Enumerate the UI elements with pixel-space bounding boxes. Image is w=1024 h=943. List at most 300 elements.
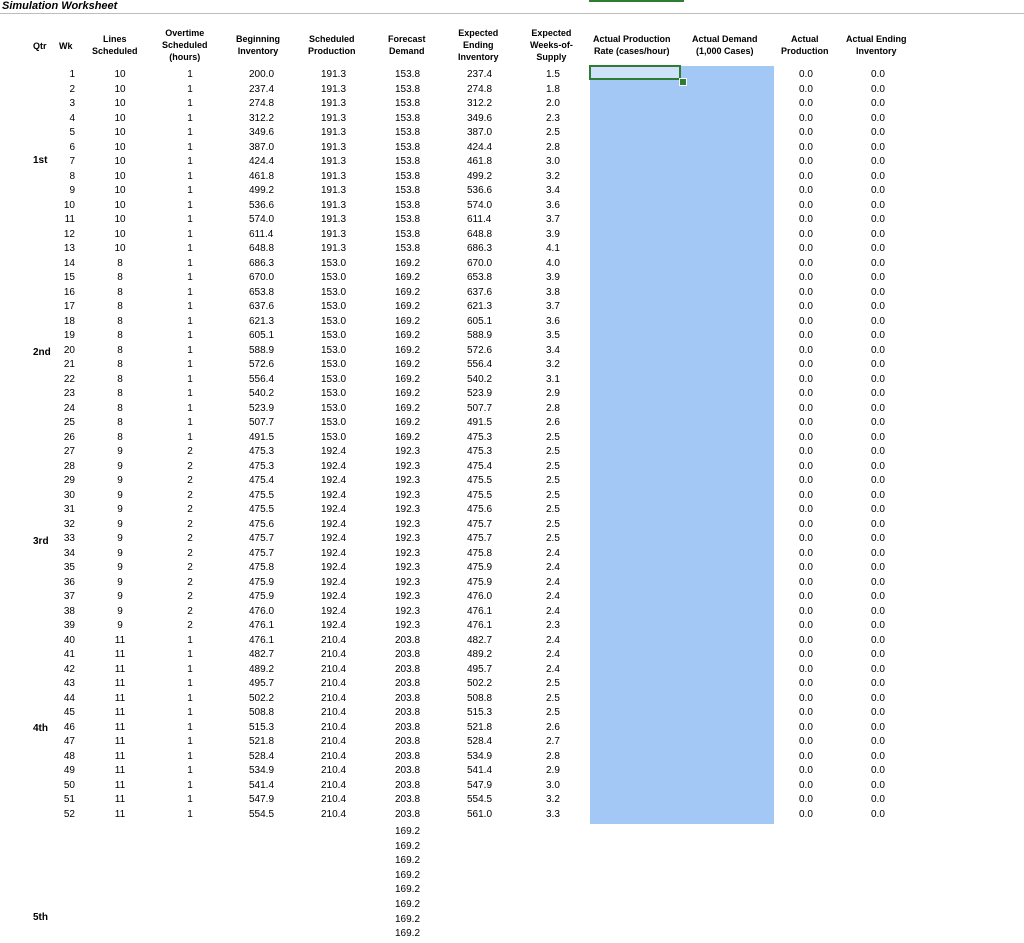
cell-lines[interactable]: 8 [117, 315, 123, 327]
cell-expected-weeks[interactable]: 2.5 [546, 504, 560, 515]
cell-actual-production[interactable]: 0.0 [799, 185, 813, 196]
cell-scheduled-production[interactable]: 153.0 [321, 257, 347, 269]
cell-beginning-inventory[interactable]: 574.0 [249, 214, 275, 225]
cell-actual-production[interactable]: 0.0 [799, 547, 813, 559]
cell-forecast-demand[interactable]: 192.3 [395, 576, 421, 588]
cell-actual-production[interactable]: 0.0 [799, 649, 813, 660]
cell-actual-production[interactable]: 0.0 [799, 344, 813, 356]
cell-expected-weeks[interactable]: 2.4 [546, 576, 560, 588]
cell-actual-ending-inventory[interactable]: 0.0 [871, 388, 885, 399]
cell-expected-weeks[interactable]: 2.7 [546, 736, 560, 747]
cell-expected-ending-inventory[interactable]: 475.5 [467, 475, 493, 486]
cell-scheduled-production[interactable]: 210.4 [321, 794, 347, 805]
cell-overtime[interactable]: 1 [187, 69, 193, 80]
cell-week[interactable]: 2 [69, 83, 75, 95]
cell-week[interactable]: 45 [63, 707, 75, 718]
cell-forecast-demand[interactable]: 169.2 [395, 928, 421, 940]
cell-lines[interactable]: 10 [114, 185, 126, 196]
cell-expected-ending-inventory[interactable]: 475.5 [467, 489, 493, 501]
cell-week[interactable]: 36 [63, 576, 75, 588]
cell-week[interactable]: 29 [63, 475, 75, 486]
cell-actual-ending-inventory[interactable]: 0.0 [871, 141, 885, 153]
cell-scheduled-production[interactable]: 192.4 [321, 475, 347, 486]
cell-expected-ending-inventory[interactable]: 461.8 [467, 156, 493, 167]
cell-expected-weeks[interactable]: 2.5 [546, 431, 560, 443]
cell-lines[interactable]: 11 [114, 678, 126, 689]
cell-actual-production[interactable]: 0.0 [799, 243, 813, 254]
cell-actual-ending-inventory[interactable]: 0.0 [871, 402, 885, 414]
cell-beginning-inventory[interactable]: 523.9 [249, 402, 275, 414]
cell-overtime[interactable]: 1 [187, 98, 193, 109]
cell-overtime[interactable]: 1 [187, 431, 193, 443]
cell-expected-ending-inventory[interactable]: 475.6 [467, 504, 493, 515]
cell-week[interactable]: 40 [63, 634, 75, 646]
cell-scheduled-production[interactable]: 210.4 [321, 707, 347, 718]
cell-actual-ending-inventory[interactable]: 0.0 [871, 228, 885, 240]
cell-week[interactable]: 4 [69, 112, 75, 124]
cell-expected-ending-inventory[interactable]: 387.0 [467, 127, 493, 138]
cell-beginning-inventory[interactable]: 312.2 [249, 112, 275, 124]
cell-beginning-inventory[interactable]: 475.8 [249, 562, 275, 573]
cell-expected-ending-inventory[interactable]: 541.4 [467, 765, 493, 776]
cell-expected-weeks[interactable]: 3.6 [546, 315, 560, 327]
cell-forecast-demand[interactable]: 169.2 [395, 884, 421, 896]
cell-week[interactable]: 11 [64, 214, 75, 225]
cell-beginning-inventory[interactable]: 387.0 [249, 141, 275, 153]
cell-actual-production[interactable]: 0.0 [799, 533, 813, 544]
cell-week[interactable]: 18 [63, 315, 75, 327]
cell-expected-ending-inventory[interactable]: 561.0 [467, 808, 493, 820]
cell-expected-ending-inventory[interactable]: 495.7 [467, 663, 493, 675]
cell-overtime[interactable]: 1 [187, 634, 193, 646]
cell-actual-ending-inventory[interactable]: 0.0 [871, 185, 885, 196]
cell-actual-production[interactable]: 0.0 [799, 83, 813, 95]
cell-expected-ending-inventory[interactable]: 502.2 [467, 678, 493, 689]
cell-expected-ending-inventory[interactable]: 475.3 [467, 431, 493, 443]
cell-actual-production[interactable]: 0.0 [799, 518, 813, 530]
header-expected-ending-inventory[interactable] [458, 27, 499, 63]
cell-beginning-inventory[interactable]: 424.4 [249, 156, 275, 167]
cell-lines[interactable]: 9 [117, 562, 123, 573]
cell-actual-ending-inventory[interactable]: 0.0 [871, 373, 885, 385]
cell-beginning-inventory[interactable]: 572.6 [249, 359, 275, 370]
cell-forecast-demand[interactable]: 153.8 [395, 127, 421, 138]
cell-beginning-inventory[interactable]: 237.4 [249, 83, 275, 95]
cell-actual-production[interactable]: 0.0 [799, 721, 813, 733]
cell-expected-weeks[interactable]: 3.0 [546, 779, 560, 791]
cell-beginning-inventory[interactable]: 476.0 [249, 605, 275, 617]
cell-actual-ending-inventory[interactable]: 0.0 [871, 127, 885, 138]
cell-overtime[interactable]: 1 [187, 301, 193, 312]
cell-week[interactable]: 52 [63, 808, 75, 820]
cell-forecast-demand[interactable]: 153.8 [395, 228, 421, 240]
cell-forecast-demand[interactable]: 203.8 [395, 634, 421, 646]
cell-overtime[interactable]: 1 [187, 388, 193, 399]
cell-expected-ending-inventory[interactable]: 536.6 [467, 185, 493, 196]
cell-overtime[interactable]: 2 [187, 562, 193, 573]
cell-forecast-demand[interactable]: 169.2 [395, 257, 421, 269]
cell-beginning-inventory[interactable]: 491.5 [249, 431, 275, 443]
cell-beginning-inventory[interactable]: 274.8 [249, 98, 275, 109]
cell-actual-ending-inventory[interactable]: 0.0 [871, 765, 885, 776]
cell-actual-production[interactable]: 0.0 [799, 156, 813, 167]
cell-actual-ending-inventory[interactable]: 0.0 [871, 707, 885, 718]
cell-beginning-inventory[interactable]: 475.7 [249, 547, 275, 559]
cell-actual-production[interactable]: 0.0 [799, 736, 813, 747]
cell-forecast-demand[interactable]: 153.8 [395, 69, 421, 80]
cell-scheduled-production[interactable]: 210.4 [321, 765, 347, 776]
cell-expected-weeks[interactable]: 2.8 [546, 750, 560, 762]
cell-forecast-demand[interactable]: 192.3 [395, 518, 421, 530]
cell-actual-production[interactable]: 0.0 [799, 765, 813, 776]
cell-expected-ending-inventory[interactable]: 476.0 [467, 591, 493, 602]
cell-beginning-inventory[interactable]: 507.7 [249, 417, 275, 428]
cell-actual-ending-inventory[interactable]: 0.0 [871, 286, 885, 298]
cell-expected-ending-inventory[interactable]: 547.9 [467, 779, 493, 791]
cell-scheduled-production[interactable]: 191.3 [321, 170, 347, 182]
cell-expected-weeks[interactable]: 2.5 [546, 533, 560, 544]
cell-beginning-inventory[interactable]: 534.9 [249, 765, 275, 776]
cell-scheduled-production[interactable]: 210.4 [321, 663, 347, 675]
cell-week[interactable]: 23 [63, 388, 75, 399]
cell-week[interactable]: 7 [69, 156, 75, 167]
cell-scheduled-production[interactable]: 210.4 [321, 721, 347, 733]
cell-overtime[interactable]: 1 [187, 141, 193, 153]
cell-expected-weeks[interactable]: 2.6 [546, 417, 560, 428]
cell-overtime[interactable]: 1 [187, 243, 193, 254]
cell-actual-ending-inventory[interactable]: 0.0 [871, 663, 885, 675]
cell-expected-weeks[interactable]: 2.4 [546, 547, 560, 559]
cell-actual-ending-inventory[interactable]: 0.0 [871, 199, 885, 211]
cell-week[interactable]: 25 [63, 417, 75, 428]
cell-week[interactable]: 9 [69, 185, 75, 196]
cell-actual-ending-inventory[interactable]: 0.0 [871, 243, 885, 254]
cell-beginning-inventory[interactable]: 605.1 [249, 330, 275, 341]
cell-week[interactable]: 37 [63, 591, 75, 602]
cell-actual-production[interactable]: 0.0 [799, 373, 813, 385]
cell-forecast-demand[interactable]: 169.2 [395, 344, 421, 356]
cell-overtime[interactable]: 2 [187, 475, 193, 486]
cell-lines[interactable]: 11 [114, 736, 126, 747]
cell-forecast-demand[interactable]: 192.3 [395, 620, 421, 631]
cell-expected-ending-inventory[interactable]: 499.2 [467, 170, 493, 182]
cell-scheduled-production[interactable]: 192.4 [321, 562, 347, 573]
cell-forecast-demand[interactable]: 169.2 [395, 402, 421, 414]
cell-lines[interactable]: 11 [114, 721, 126, 733]
cell-forecast-demand[interactable]: 203.8 [395, 663, 421, 675]
cell-overtime[interactable]: 1 [187, 185, 193, 196]
cell-actual-production[interactable]: 0.0 [799, 286, 813, 298]
cell-forecast-demand[interactable]: 192.3 [395, 547, 421, 559]
cell-scheduled-production[interactable]: 192.4 [321, 620, 347, 631]
cell-actual-production[interactable]: 0.0 [799, 794, 813, 805]
cell-beginning-inventory[interactable]: 200.0 [249, 69, 275, 80]
cell-week[interactable]: 38 [63, 605, 75, 617]
cell-forecast-demand[interactable]: 192.3 [395, 605, 421, 617]
cell-forecast-demand[interactable]: 169.2 [395, 359, 421, 370]
cell-expected-weeks[interactable]: 3.1 [546, 373, 560, 385]
cell-lines[interactable]: 11 [114, 779, 126, 791]
cell-forecast-demand[interactable]: 169.2 [395, 286, 421, 298]
cell-actual-production[interactable]: 0.0 [799, 141, 813, 153]
cell-scheduled-production[interactable]: 191.3 [321, 127, 347, 138]
cell-overtime[interactable]: 2 [187, 591, 193, 602]
cell-expected-ending-inventory[interactable]: 475.8 [467, 547, 493, 559]
cell-forecast-demand[interactable]: 203.8 [395, 750, 421, 762]
cell-expected-ending-inventory[interactable]: 475.9 [467, 576, 493, 588]
cell-beginning-inventory[interactable]: 475.9 [249, 591, 275, 602]
cell-expected-weeks[interactable]: 2.4 [546, 649, 560, 660]
cell-scheduled-production[interactable]: 153.0 [321, 315, 347, 327]
cell-expected-ending-inventory[interactable]: 556.4 [467, 359, 493, 370]
cell-lines[interactable]: 9 [117, 605, 123, 617]
cell-expected-weeks[interactable]: 2.5 [546, 475, 560, 486]
cell-week[interactable]: 12 [63, 228, 75, 240]
cell-week[interactable]: 5 [69, 127, 75, 138]
cell-week[interactable]: 13 [63, 243, 75, 254]
cell-expected-weeks[interactable]: 4.0 [546, 257, 560, 269]
cell-actual-ending-inventory[interactable]: 0.0 [871, 272, 885, 283]
cell-week[interactable]: 16 [63, 286, 75, 298]
cell-expected-ending-inventory[interactable]: 621.3 [467, 301, 493, 312]
cell-beginning-inventory[interactable]: 686.3 [249, 257, 275, 269]
cell-forecast-demand[interactable]: 169.2 [395, 272, 421, 283]
cell-actual-production[interactable]: 0.0 [799, 199, 813, 211]
cell-actual-production[interactable]: 0.0 [799, 127, 813, 138]
cell-actual-production[interactable]: 0.0 [799, 330, 813, 341]
cell-beginning-inventory[interactable]: 502.2 [249, 692, 275, 704]
cell-overtime[interactable]: 1 [187, 417, 193, 428]
cell-actual-ending-inventory[interactable]: 0.0 [871, 330, 885, 341]
header-actual-production-rate[interactable] [593, 33, 671, 57]
cell-lines[interactable]: 11 [114, 808, 126, 820]
cell-overtime[interactable]: 2 [187, 518, 193, 530]
cell-actual-ending-inventory[interactable]: 0.0 [871, 446, 885, 457]
cell-lines[interactable]: 10 [114, 98, 126, 109]
cell-actual-production[interactable]: 0.0 [799, 402, 813, 414]
cell-week[interactable]: 27 [63, 446, 75, 457]
cell-scheduled-production[interactable]: 153.0 [321, 286, 347, 298]
cell-forecast-demand[interactable]: 153.8 [395, 156, 421, 167]
cell-lines[interactable]: 9 [117, 489, 123, 501]
cell-expected-weeks[interactable]: 1.5 [546, 69, 560, 80]
cell-actual-production[interactable]: 0.0 [799, 446, 813, 457]
cell-scheduled-production[interactable]: 153.0 [321, 330, 347, 341]
cell-actual-production[interactable]: 0.0 [799, 228, 813, 240]
cell-overtime[interactable]: 2 [187, 504, 193, 515]
header-expected-weeks-of-supply[interactable] [530, 27, 573, 63]
cell-forecast-demand[interactable]: 192.3 [395, 446, 421, 457]
cell-overtime[interactable]: 2 [187, 489, 193, 501]
cell-forecast-demand[interactable]: 203.8 [395, 736, 421, 747]
cell-scheduled-production[interactable]: 210.4 [321, 634, 347, 646]
cell-lines[interactable]: 10 [114, 83, 126, 95]
header-forecast-demand[interactable] [388, 33, 426, 57]
cell-beginning-inventory[interactable]: 475.5 [249, 489, 275, 501]
cell-actual-ending-inventory[interactable]: 0.0 [871, 808, 885, 820]
cell-beginning-inventory[interactable]: 554.5 [249, 808, 275, 820]
cell-expected-ending-inventory[interactable]: 653.8 [467, 272, 493, 283]
cell-lines[interactable]: 9 [117, 591, 123, 602]
cell-actual-ending-inventory[interactable]: 0.0 [871, 794, 885, 805]
cell-overtime[interactable]: 1 [187, 721, 193, 733]
cell-scheduled-production[interactable]: 210.4 [321, 649, 347, 660]
cell-expected-weeks[interactable]: 2.5 [546, 678, 560, 689]
cell-week[interactable]: 31 [63, 504, 75, 515]
cell-beginning-inventory[interactable]: 475.3 [249, 460, 275, 472]
cell-scheduled-production[interactable]: 153.0 [321, 272, 347, 283]
cell-expected-weeks[interactable]: 3.2 [546, 794, 560, 805]
cell-expected-weeks[interactable]: 2.4 [546, 663, 560, 675]
cell-lines[interactable]: 10 [114, 214, 126, 225]
cell-actual-ending-inventory[interactable]: 0.0 [871, 475, 885, 486]
cell-lines[interactable]: 9 [117, 518, 123, 530]
cell-lines[interactable]: 9 [117, 504, 123, 515]
cell-week[interactable]: 34 [63, 547, 75, 559]
cell-actual-ending-inventory[interactable]: 0.0 [871, 678, 885, 689]
cell-expected-ending-inventory[interactable]: 554.5 [467, 794, 493, 805]
cell-expected-ending-inventory[interactable]: 489.2 [467, 649, 493, 660]
cell-lines[interactable]: 8 [117, 301, 123, 312]
cell-week[interactable]: 30 [63, 489, 75, 501]
cell-week[interactable]: 41 [63, 649, 75, 660]
cell-expected-weeks[interactable]: 3.6 [546, 199, 560, 211]
cell-week[interactable]: 6 [69, 141, 75, 153]
cell-beginning-inventory[interactable]: 648.8 [249, 243, 275, 254]
cell-week[interactable]: 48 [63, 750, 75, 762]
header-scheduled-production[interactable] [308, 33, 356, 57]
header-lines-scheduled[interactable] [92, 33, 138, 57]
cell-scheduled-production[interactable]: 191.3 [321, 83, 347, 95]
cell-expected-weeks[interactable]: 2.4 [546, 562, 560, 573]
cell-week[interactable]: 1 [69, 69, 75, 80]
cell-expected-ending-inventory[interactable]: 521.8 [467, 721, 493, 733]
cell-actual-production[interactable]: 0.0 [799, 634, 813, 646]
cell-lines[interactable]: 8 [117, 402, 123, 414]
cell-scheduled-production[interactable]: 153.0 [321, 301, 347, 312]
cell-week[interactable]: 8 [69, 170, 75, 182]
cell-overtime[interactable]: 1 [187, 794, 193, 805]
cell-beginning-inventory[interactable]: 461.8 [249, 170, 275, 182]
cell-overtime[interactable]: 2 [187, 576, 193, 588]
cell-overtime[interactable]: 1 [187, 83, 193, 95]
header-actual-ending-inventory[interactable] [846, 33, 907, 57]
cell-actual-ending-inventory[interactable]: 0.0 [871, 721, 885, 733]
cell-expected-weeks[interactable]: 3.2 [546, 359, 560, 370]
cell-expected-ending-inventory[interactable]: 476.1 [467, 605, 493, 617]
cell-actual-ending-inventory[interactable]: 0.0 [871, 518, 885, 530]
cell-forecast-demand[interactable]: 192.3 [395, 460, 421, 472]
cell-forecast-demand[interactable]: 203.8 [395, 765, 421, 776]
cell-actual-ending-inventory[interactable]: 0.0 [871, 69, 885, 80]
cell-beginning-inventory[interactable]: 541.4 [249, 779, 275, 791]
cell-actual-production[interactable]: 0.0 [799, 359, 813, 370]
cell-forecast-demand[interactable]: 192.3 [395, 562, 421, 573]
cell-overtime[interactable]: 1 [187, 808, 193, 820]
cell-expected-ending-inventory[interactable]: 508.8 [467, 692, 493, 704]
cell-scheduled-production[interactable]: 153.0 [321, 402, 347, 414]
cell-actual-production[interactable]: 0.0 [799, 605, 813, 617]
cell-overtime[interactable]: 1 [187, 750, 193, 762]
cell-lines[interactable]: 10 [114, 170, 126, 182]
cell-expected-ending-inventory[interactable]: 475.7 [467, 533, 493, 544]
cell-scheduled-production[interactable]: 191.3 [321, 214, 347, 225]
cell-actual-ending-inventory[interactable]: 0.0 [871, 214, 885, 225]
cell-lines[interactable]: 11 [114, 663, 126, 675]
cell-forecast-demand[interactable]: 203.8 [395, 721, 421, 733]
cell-actual-ending-inventory[interactable]: 0.0 [871, 112, 885, 124]
header-overtime-scheduled[interactable] [162, 27, 208, 63]
header-qtr[interactable] [33, 40, 47, 52]
cell-forecast-demand[interactable]: 169.2 [395, 417, 421, 428]
cell-actual-ending-inventory[interactable]: 0.0 [871, 431, 885, 443]
cell-forecast-demand[interactable]: 153.8 [395, 243, 421, 254]
cell-actual-ending-inventory[interactable]: 0.0 [871, 156, 885, 167]
cell-week[interactable]: 20 [63, 344, 75, 356]
cell-overtime[interactable]: 1 [187, 736, 193, 747]
cell-week[interactable]: 47 [63, 736, 75, 747]
cell-scheduled-production[interactable]: 191.3 [321, 199, 347, 211]
cell-overtime[interactable]: 1 [187, 330, 193, 341]
cell-overtime[interactable]: 1 [187, 315, 193, 327]
cell-forecast-demand[interactable]: 169.2 [395, 330, 421, 341]
cell-forecast-demand[interactable]: 153.8 [395, 214, 421, 225]
cell-lines[interactable]: 11 [114, 794, 126, 805]
cell-expected-ending-inventory[interactable]: 605.1 [467, 315, 493, 327]
cell-scheduled-production[interactable]: 192.4 [321, 533, 347, 544]
cell-expected-ending-inventory[interactable]: 588.9 [467, 330, 493, 341]
cell-beginning-inventory[interactable]: 515.3 [249, 721, 275, 733]
cell-beginning-inventory[interactable]: 349.6 [249, 127, 275, 138]
cell-actual-ending-inventory[interactable]: 0.0 [871, 83, 885, 95]
cell-lines[interactable]: 11 [114, 707, 126, 718]
cell-expected-ending-inventory[interactable]: 491.5 [467, 417, 493, 428]
cell-week[interactable]: 28 [63, 460, 75, 472]
cell-week[interactable]: 19 [63, 330, 75, 341]
cell-week[interactable]: 44 [63, 692, 75, 704]
cell-actual-production[interactable]: 0.0 [799, 808, 813, 820]
cell-expected-ending-inventory[interactable]: 476.1 [467, 620, 493, 631]
cell-actual-ending-inventory[interactable]: 0.0 [871, 634, 885, 646]
cell-expected-weeks[interactable]: 2.5 [546, 460, 560, 472]
cell-overtime[interactable]: 1 [187, 678, 193, 689]
cell-actual-ending-inventory[interactable]: 0.0 [871, 98, 885, 109]
cell-actual-production[interactable]: 0.0 [799, 504, 813, 515]
cell-overtime[interactable]: 2 [187, 547, 193, 559]
cell-lines[interactable]: 8 [117, 359, 123, 370]
cell-beginning-inventory[interactable]: 611.4 [249, 228, 274, 240]
cell-scheduled-production[interactable]: 192.4 [321, 504, 347, 515]
cell-beginning-inventory[interactable]: 556.4 [249, 373, 275, 385]
cell-expected-weeks[interactable]: 2.8 [546, 141, 560, 153]
cell-expected-weeks[interactable]: 3.8 [546, 286, 560, 298]
cell-scheduled-production[interactable]: 153.0 [321, 417, 347, 428]
cell-lines[interactable]: 8 [117, 257, 123, 269]
cell-forecast-demand[interactable]: 203.8 [395, 707, 421, 718]
cell-actual-ending-inventory[interactable]: 0.0 [871, 344, 885, 356]
cell-expected-ending-inventory[interactable]: 312.2 [467, 98, 493, 109]
cell-forecast-demand[interactable]: 169.2 [395, 898, 421, 910]
cell-scheduled-production[interactable]: 153.0 [321, 359, 347, 370]
cell-expected-ending-inventory[interactable]: 349.6 [467, 112, 493, 124]
cell-lines[interactable]: 9 [117, 533, 123, 544]
cell-week[interactable]: 49 [63, 765, 75, 776]
cell-actual-production[interactable]: 0.0 [799, 591, 813, 602]
cell-lines[interactable]: 10 [114, 243, 126, 254]
cell-overtime[interactable]: 1 [187, 402, 193, 414]
cell-beginning-inventory[interactable]: 476.1 [249, 634, 275, 646]
cell-actual-ending-inventory[interactable]: 0.0 [871, 359, 885, 370]
